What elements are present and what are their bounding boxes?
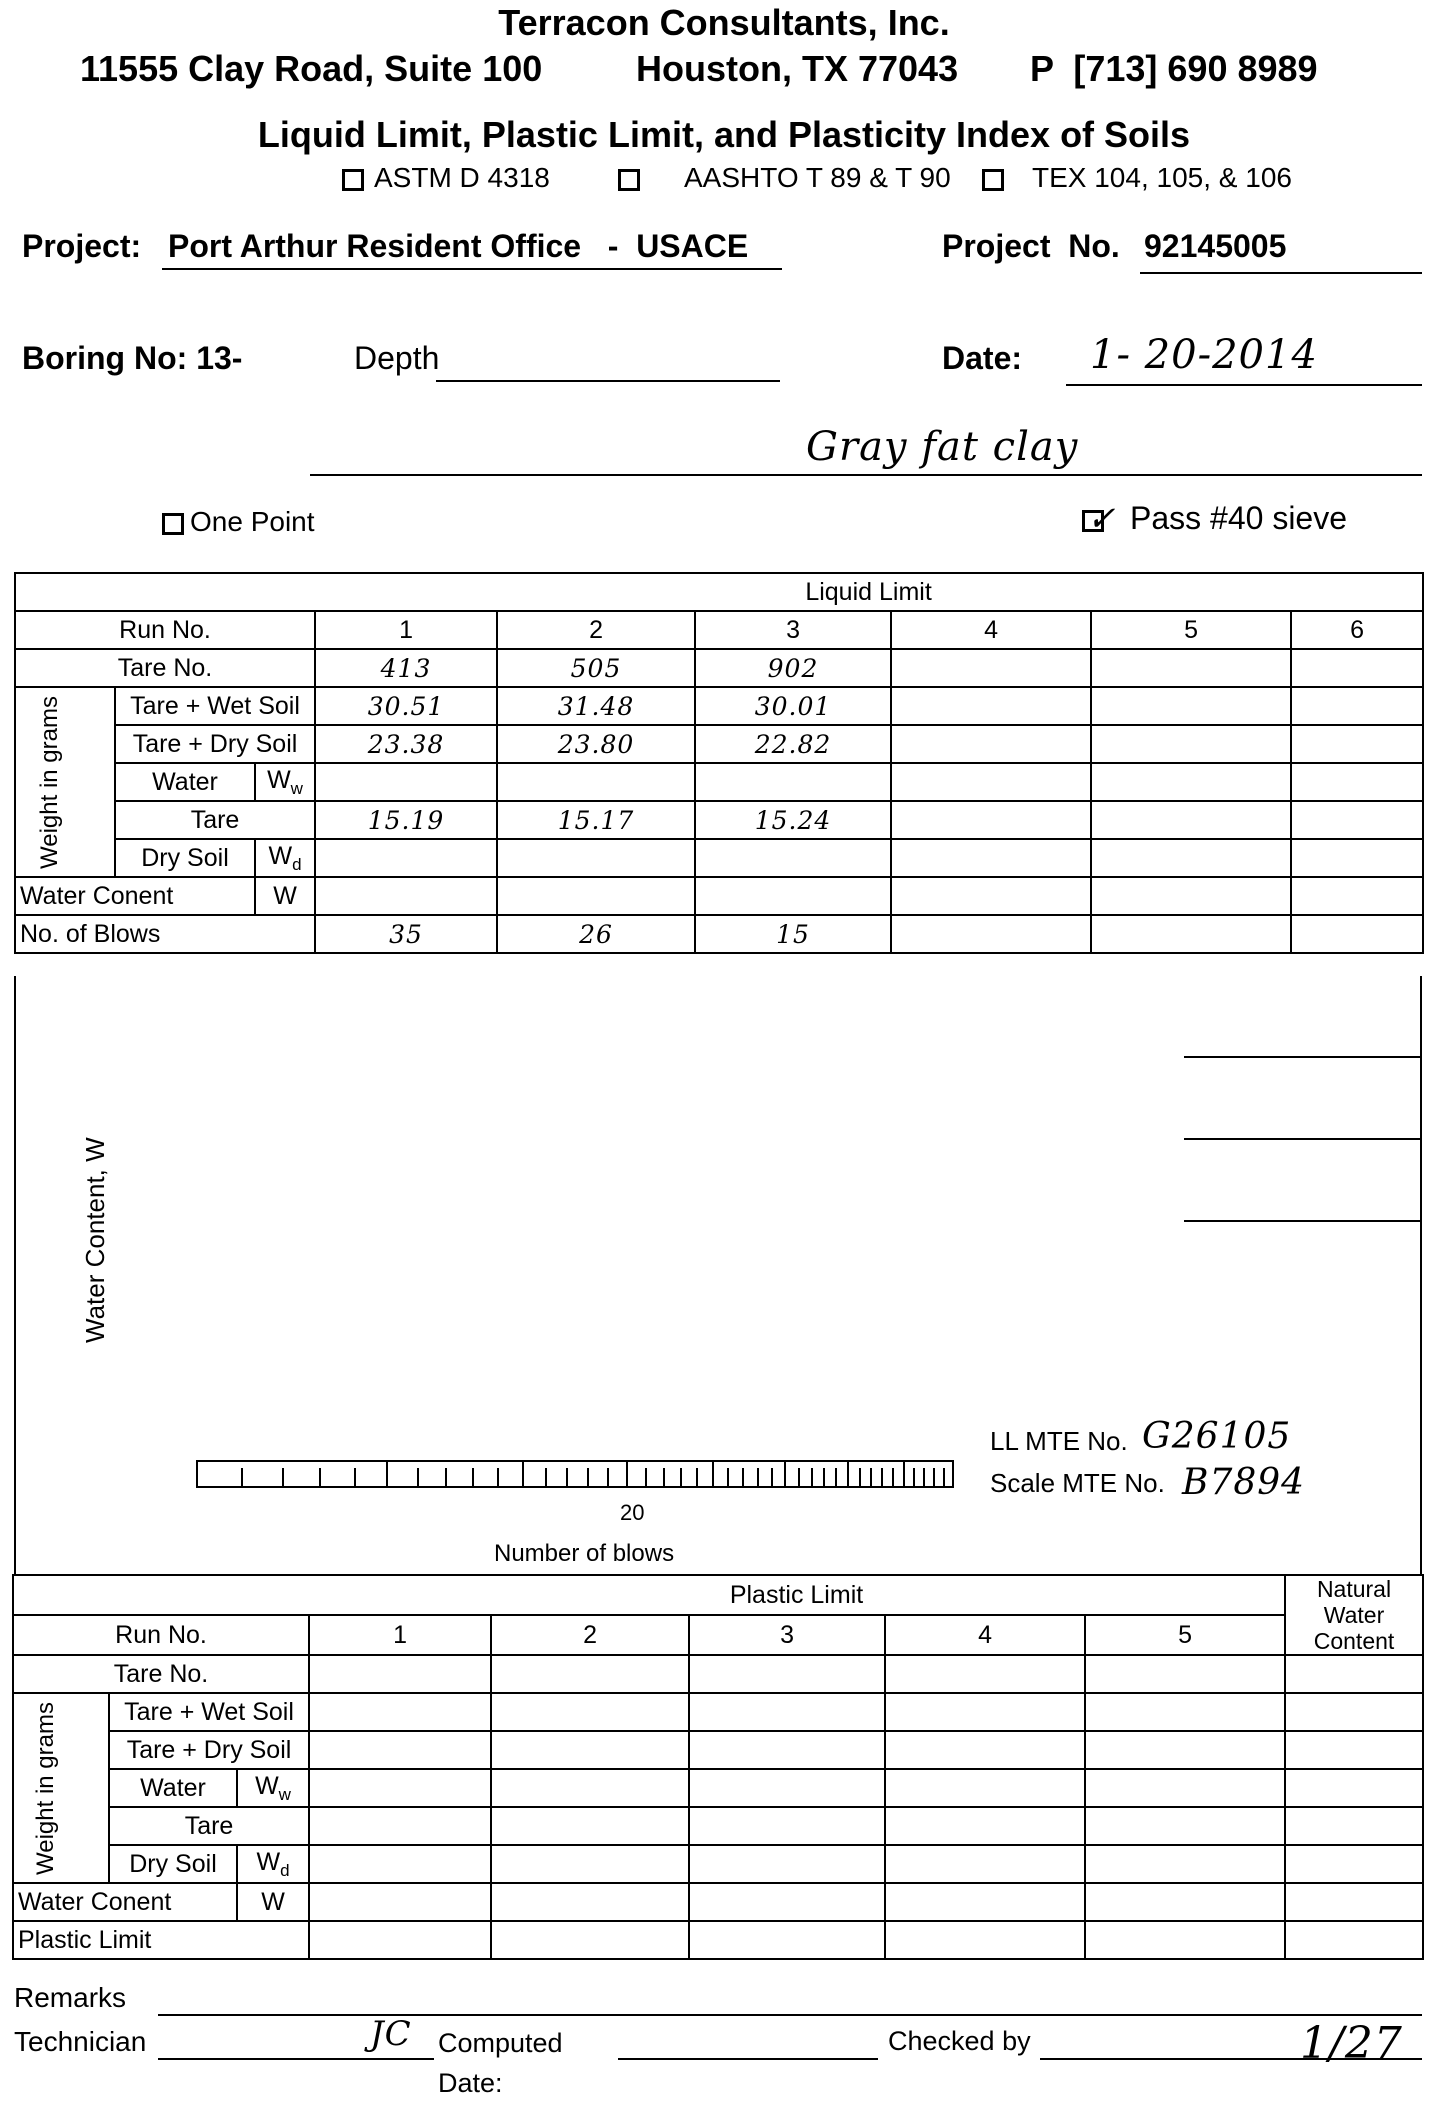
ll-tare-dry-row [15, 725, 1423, 763]
axis-tick [607, 1468, 609, 1488]
ll-tare-2[interactable]: 15.17 [497, 801, 695, 839]
project-label: Project: [22, 228, 142, 264]
pl-water-label: Water [109, 1769, 237, 1807]
axis-tick [903, 1460, 905, 1488]
axis-tick [823, 1468, 825, 1488]
technician-initials: JC [370, 2014, 412, 2054]
standard-astm[interactable] [342, 162, 550, 194]
ll-dry-soil-row [15, 839, 1423, 877]
ll-water-row [15, 763, 1423, 801]
axis-tick [472, 1468, 474, 1488]
pl-water-content-row [13, 1883, 1423, 1921]
pl-run-3: 3 [689, 1615, 885, 1655]
company-city: Houston, TX 77043 [636, 48, 959, 89]
ll-blows-row [15, 915, 1423, 953]
pl-wc-symbol: W [237, 1883, 309, 1921]
axis-tick [645, 1468, 647, 1488]
company-phone: P [713] 690 8989 [1030, 48, 1318, 89]
pl-tare-no-label: Tare No. [13, 1655, 309, 1693]
pl-weight-label: Weight in grams [32, 1701, 59, 1875]
axis-tick [626, 1460, 628, 1488]
ll-tare-row [15, 801, 1423, 839]
one-point-label: One Point [190, 506, 315, 537]
project-number: 92145005 [1144, 228, 1287, 264]
checked-by-label: Checked by [888, 2026, 1031, 2056]
plastic-limit-table [12, 1574, 1424, 1960]
project-number-label: Project No. [942, 228, 1120, 264]
pl-run-2: 2 [491, 1615, 689, 1655]
axis-tick [497, 1468, 499, 1488]
ll-water-content-label: Water Conent [15, 877, 255, 915]
soil-description: Gray fat clay [806, 424, 1079, 470]
ll-dry-sym: W [268, 841, 293, 870]
pl-dry-soil-row [13, 1845, 1423, 1883]
ll-run-4: 4 [891, 611, 1091, 649]
axis-tick [943, 1468, 945, 1488]
natural-water-content-label [1285, 1575, 1423, 1655]
standard-tex-label: TEX 104, 105, & 106 [1032, 162, 1292, 193]
ll-mte-value: G26105 [1142, 1416, 1292, 1457]
natural-water-content-text: Natural Water Content [1313, 1576, 1395, 1654]
ll-run-row [15, 611, 1423, 649]
ll-tare-wet-2[interactable]: 31.48 [497, 687, 695, 725]
liquid-limit-title: Liquid Limit [315, 573, 1423, 611]
axis-tick [696, 1468, 698, 1488]
checkbox-pass40[interactable] [1082, 499, 1116, 538]
pl-tare-wet-label: Tare + Wet Soil [109, 1693, 309, 1731]
remarks-label: Remarks [14, 1982, 127, 2013]
pl-plastic-limit-row [13, 1921, 1423, 1959]
ll-dry-sub: d [292, 854, 302, 874]
axis-tick [798, 1468, 800, 1488]
checkbox-astm[interactable] [342, 169, 364, 191]
axis-tick [933, 1468, 935, 1488]
axis-tick [913, 1468, 915, 1488]
ll-water-symbol [255, 763, 315, 801]
pl-dry-symbol [237, 1845, 309, 1883]
project-name: Port Arthur Resident Office - USACE [168, 228, 749, 264]
axis-tick [545, 1468, 547, 1488]
axis-tick [811, 1468, 813, 1488]
standard-aashto-label: AASHTO T 89 & T 90 [684, 162, 951, 193]
axis-tick [386, 1460, 388, 1488]
standard-aashto[interactable] [618, 162, 951, 194]
project-number-line [1140, 272, 1422, 274]
computed-label: Computed [438, 2028, 563, 2058]
axis-tick [881, 1468, 883, 1488]
ll-blows-3[interactable]: 15 [695, 915, 891, 953]
ll-tare-no-2[interactable]: 505 [497, 649, 695, 687]
axis-tick [445, 1468, 447, 1488]
axis-tick [952, 1460, 954, 1488]
pl-plastic-limit-label: Plastic Limit [13, 1921, 309, 1959]
pl-tare-label: Tare [109, 1807, 309, 1845]
liquid-limit-table [14, 572, 1424, 954]
ll-weight-label: Weight in grams [36, 695, 63, 869]
scale-mte-value: B7894 [1182, 1462, 1306, 1503]
ll-tare-label: Tare [115, 801, 315, 839]
axis-tick [196, 1460, 198, 1488]
ll-blows-label: No. of Blows [15, 915, 315, 953]
ll-tare-no-label: Tare No. [15, 649, 315, 687]
pl-water-content-label: Water Conent [13, 1883, 237, 1921]
axis-tick [835, 1468, 837, 1488]
pl-run-5: 5 [1085, 1615, 1285, 1655]
pl-dry-soil-label: Dry Soil [109, 1845, 237, 1883]
date-footer-label: Date: [438, 2068, 503, 2098]
pl-tare-wet-row [13, 1693, 1423, 1731]
ll-dry-symbol [255, 839, 315, 877]
ll-wc-symbol: W [255, 877, 315, 915]
depth-label: Depth [354, 340, 440, 376]
graph-ylabel: Water Content, W [80, 1137, 110, 1343]
axis-tick [771, 1468, 773, 1488]
pl-run-row [13, 1615, 1423, 1655]
axis-tick [784, 1460, 786, 1488]
ll-tare-no-3[interactable]: 902 [695, 649, 891, 687]
pl-water-sub: w [278, 1784, 291, 1804]
ll-tare-wet-3[interactable]: 30.01 [695, 687, 891, 725]
ll-blows-1[interactable]: 35 [315, 915, 497, 953]
form-title: Liquid Limit, Plastic Limit, and Plasticity Index of Soils [257, 114, 1191, 155]
pl-dry-sub: d [280, 1860, 290, 1880]
ll-tare-3[interactable]: 15.24 [695, 801, 891, 839]
ll-run-6: 6 [1291, 611, 1423, 649]
graph-x-tick-label: 20 [620, 1500, 645, 1525]
ll-run-label: Run No. [15, 611, 315, 649]
standard-tex[interactable] [982, 162, 1292, 194]
axis-tick [241, 1468, 243, 1488]
axis-tick [566, 1468, 568, 1488]
option-one-point[interactable] [162, 506, 315, 538]
ll-water-sub: w [290, 778, 303, 798]
ll-water-content-row [15, 877, 1423, 915]
pl-water-sym: W [255, 1771, 279, 1800]
result-line-1 [1184, 1056, 1420, 1058]
date-value: 1- 20-2014 [1090, 332, 1318, 378]
ll-tare-wet-label: Tare + Wet Soil [115, 687, 315, 725]
pl-tare-row [13, 1807, 1423, 1845]
project-name-line [162, 268, 782, 270]
axis-tick [522, 1460, 524, 1488]
axis-tick [742, 1468, 744, 1488]
ll-water-sym: W [267, 765, 291, 794]
plastic-limit-title: Plastic Limit [309, 1575, 1285, 1615]
scale-mte-label: Scale MTE No. [990, 1468, 1165, 1498]
pl-tare-no-row [13, 1655, 1423, 1693]
axis-tick [282, 1468, 284, 1488]
pl-water-row [13, 1769, 1423, 1807]
pass40-label: Pass #40 sieve [1130, 500, 1348, 536]
pl-run-label: Run No. [13, 1615, 309, 1655]
company-name: Terracon Consultants, Inc. [498, 2, 950, 43]
computed-line [618, 2058, 878, 2060]
ll-tare-wet-row [15, 687, 1423, 725]
pl-run-1: 1 [309, 1615, 491, 1655]
technician-line [158, 2058, 434, 2060]
checkbox-one-point[interactable] [162, 513, 184, 535]
pl-tare-dry-row [13, 1731, 1423, 1769]
ll-mte-label: LL MTE No. [990, 1426, 1128, 1456]
ll-tare-1[interactable]: 15.19 [315, 801, 497, 839]
checkbox-aashto[interactable] [618, 169, 640, 191]
check-mark-icon: ✓ [1087, 499, 1116, 538]
date-line [1066, 384, 1422, 386]
graph-ylabel-wrap [82, 1122, 122, 1358]
ll-tare-dry-2[interactable]: 23.80 [497, 725, 695, 763]
graph-xlabel: Number of blows [494, 1540, 675, 1567]
standard-astm-label: ASTM D 4318 [374, 162, 550, 193]
ll-dry-soil-label: Dry Soil [115, 839, 255, 877]
axis-tick [892, 1468, 894, 1488]
axis-tick [923, 1468, 925, 1488]
axis-tick [319, 1468, 321, 1488]
company-address: 11555 Clay Road, Suite 100 [80, 48, 543, 89]
ll-blows-2[interactable]: 26 [497, 915, 695, 953]
axis-tick [417, 1468, 419, 1488]
ll-tare-dry-1[interactable]: 23.38 [315, 725, 497, 763]
technician-label: Technician [14, 2026, 147, 2057]
description-line [310, 474, 1422, 476]
axis-tick [680, 1468, 682, 1488]
ll-tare-no-row [15, 649, 1423, 687]
ll-weight-label-cell [15, 687, 115, 877]
pl-tare-dry-label: Tare + Dry Soil [109, 1731, 309, 1769]
axis-tick [870, 1468, 872, 1488]
axis-tick [847, 1460, 849, 1488]
date-label: Date: [942, 340, 1023, 376]
checkbox-tex[interactable] [982, 169, 1004, 191]
ll-run-3: 3 [695, 611, 891, 649]
ll-tare-wet-1[interactable]: 30.51 [315, 687, 497, 725]
ll-tare-no-1[interactable]: 413 [315, 649, 497, 687]
pl-water-symbol [237, 1769, 309, 1807]
result-line-2 [1184, 1138, 1420, 1140]
ll-water-label: Water [115, 763, 255, 801]
axis-tick [757, 1468, 759, 1488]
ll-run-1: 1 [315, 611, 497, 649]
pl-run-4: 4 [885, 1615, 1085, 1655]
ll-run-2: 2 [497, 611, 695, 649]
ll-tare-dry-3[interactable]: 22.82 [695, 725, 891, 763]
blows-axis-ticks [196, 1460, 952, 1488]
axis-tick [859, 1468, 861, 1488]
axis-tick [727, 1468, 729, 1488]
depth-line [436, 380, 780, 382]
axis-tick [587, 1468, 589, 1488]
remarks-line [158, 2014, 1422, 2016]
result-line-3 [1184, 1220, 1420, 1222]
pl-dry-sym: W [256, 1847, 281, 1876]
axis-tick [354, 1468, 356, 1488]
option-pass40[interactable] [1082, 500, 1347, 537]
axis-tick [663, 1468, 665, 1488]
checked-by-signature: 1/27 [1300, 2018, 1403, 2069]
axis-tick [712, 1460, 714, 1488]
ll-tare-dry-label: Tare + Dry Soil [115, 725, 315, 763]
pl-weight-label-cell [13, 1693, 109, 1883]
boring-label: Boring No: 13- [22, 340, 243, 376]
ll-run-5: 5 [1091, 611, 1291, 649]
